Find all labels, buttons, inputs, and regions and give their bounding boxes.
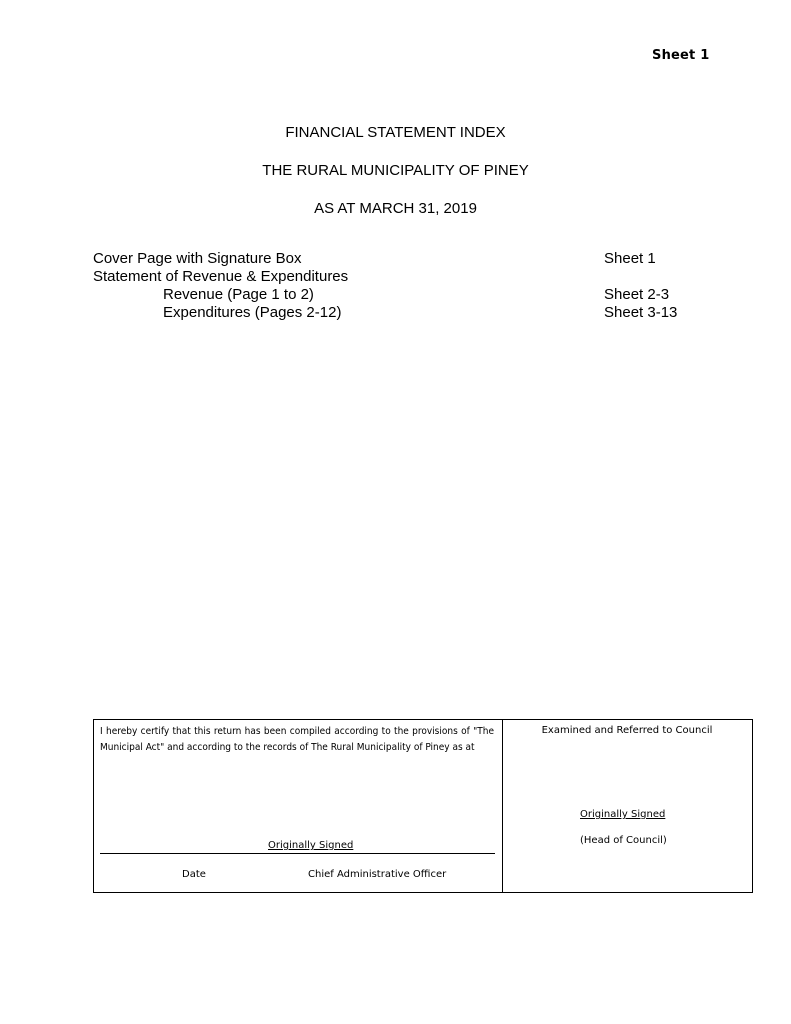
officer-label: Chief Administrative Officer bbox=[308, 869, 447, 880]
date-label: Date bbox=[182, 869, 206, 880]
index-item-sheet: Sheet 3-13 bbox=[604, 304, 678, 321]
sheet-number: Sheet 1 bbox=[652, 48, 710, 63]
index-item-label: Revenue (Page 1 to 2) bbox=[163, 286, 314, 303]
council-signature: Originally Signed bbox=[580, 809, 666, 820]
statement-date: AS AT MARCH 31, 2019 bbox=[314, 200, 477, 217]
signature-box bbox=[93, 719, 753, 893]
index-item-sheet: Sheet 2-3 bbox=[604, 286, 670, 303]
signature-box-divider bbox=[502, 720, 503, 892]
document-title: FINANCIAL STATEMENT INDEX bbox=[285, 124, 506, 141]
head-of-council-label: (Head of Council) bbox=[580, 835, 667, 846]
examined-label: Examined and Referred to Council bbox=[541, 725, 713, 736]
certification-statement: I hereby certify that this return has been compiled according to the provisions of "The Municipal Act" and according to the records of The Rural Municipality of Piney as at bbox=[100, 726, 494, 753]
municipality-name: THE RURAL MUNICIPALITY OF PINEY bbox=[262, 162, 529, 179]
index-item-sheet: Sheet 1 bbox=[604, 250, 656, 267]
index-item-label: Expenditures (Pages 2-12) bbox=[163, 304, 342, 321]
index-item-label: Cover Page with Signature Box bbox=[93, 250, 302, 267]
cao-signature: Originally Signed bbox=[268, 840, 354, 851]
signature-line bbox=[100, 853, 495, 854]
index-item-label: Statement of Revenue & Expenditures bbox=[93, 268, 349, 285]
